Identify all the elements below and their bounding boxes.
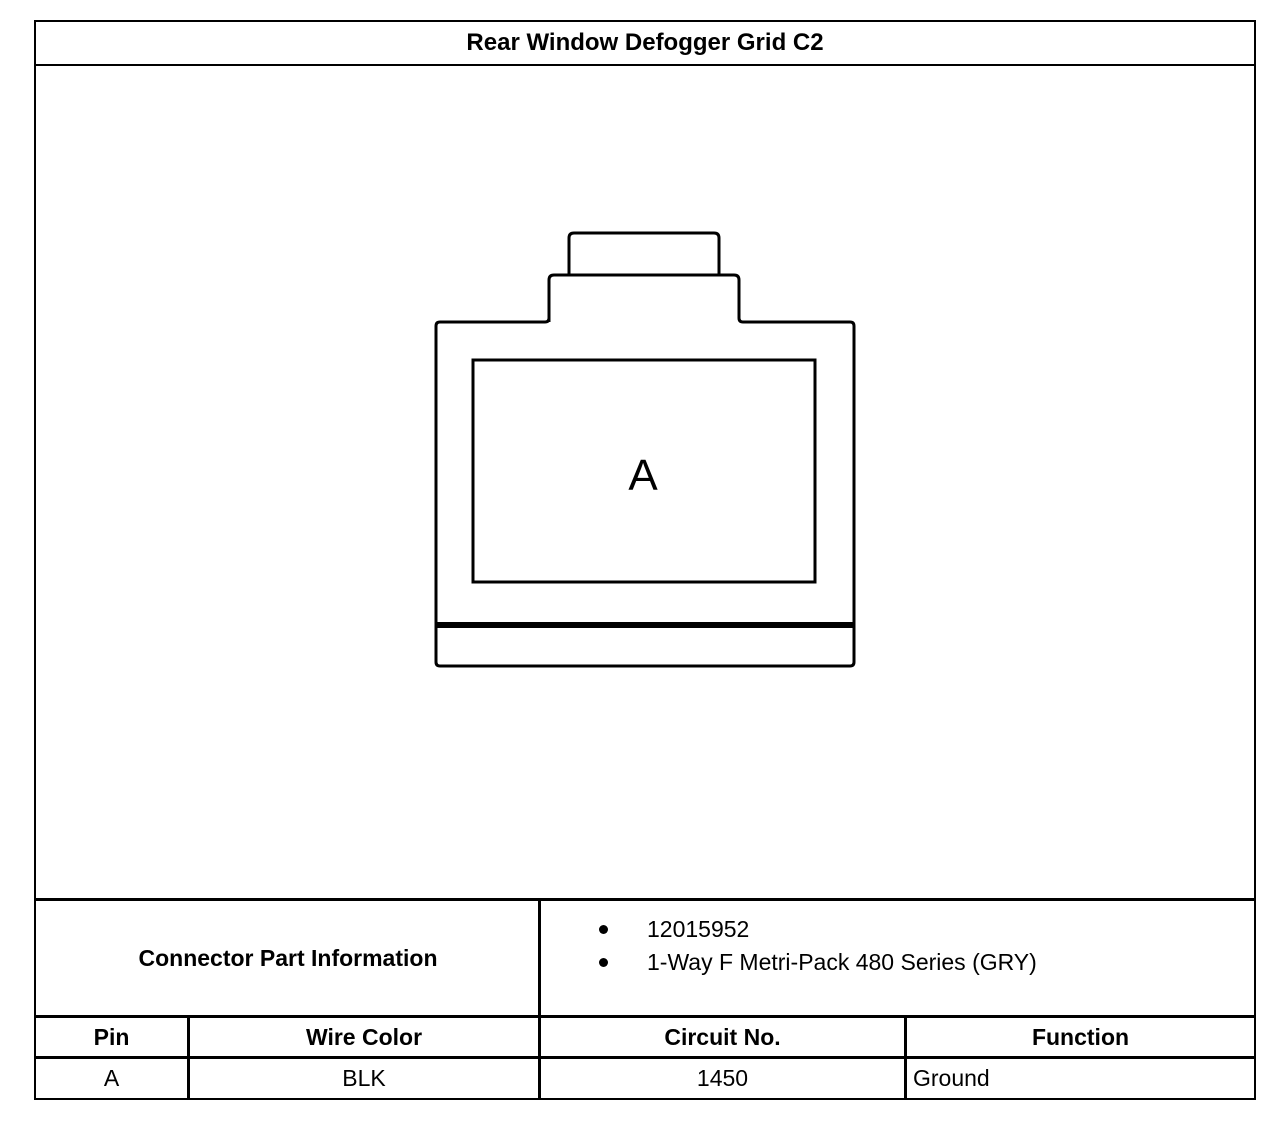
header-pin: Pin xyxy=(93,1023,130,1050)
part-number: 12015952 xyxy=(647,915,750,942)
connector-latch xyxy=(569,233,719,276)
header-function: Function xyxy=(1031,1023,1130,1050)
header-circuit-no: Circuit No. xyxy=(664,1023,781,1050)
part-info-row xyxy=(36,898,1254,1018)
cell-circuit-no: 1450 xyxy=(696,1064,749,1091)
connector-sheet xyxy=(34,20,1256,1100)
connector-diagram xyxy=(36,66,1254,900)
cell-wire-color: BLK xyxy=(342,1064,386,1091)
bullet-icon xyxy=(599,925,608,934)
part-info-label: Connector Part Information xyxy=(138,944,438,971)
header-wire-color: Wire Color xyxy=(305,1023,423,1050)
connector-face-svg xyxy=(36,66,1254,900)
page-title: Rear Window Defogger Grid C2 xyxy=(36,22,1254,66)
cell-function: Ground xyxy=(913,1064,990,1091)
pinout-table xyxy=(36,1018,1254,1098)
part-info-list xyxy=(541,901,1254,1015)
cell-pin: A xyxy=(103,1064,120,1091)
bullet-icon xyxy=(599,958,608,967)
cavity-label: A xyxy=(628,451,658,500)
connector-description: 1-Way F Metri-Pack 480 Series (GRY) xyxy=(647,948,1037,975)
